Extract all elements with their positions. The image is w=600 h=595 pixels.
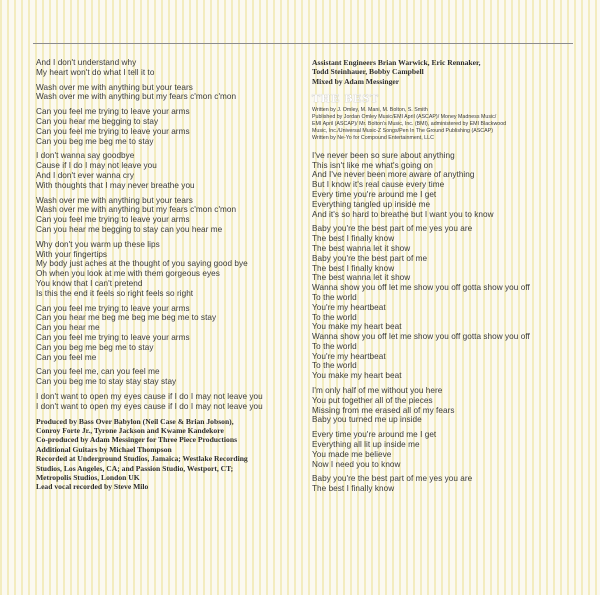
lyric-stanza [312, 151, 580, 220]
lyric-stanza [36, 83, 298, 103]
lyric-line: Can you beg me to stay stay stay stay [36, 377, 177, 387]
lyric-line: Everything all lit up inside me [312, 440, 420, 450]
credit-line: Recorded at Underground Studios, Jamaica; Westlake Recording [36, 454, 248, 464]
lyric-stanza [312, 386, 580, 425]
lyric-line: To the world [312, 341, 357, 351]
lyric-line: To the world [312, 292, 357, 302]
right-column [312, 58, 580, 499]
left-lyrics [36, 58, 298, 412]
lyric-line: You make my heart beat [312, 322, 402, 332]
lyric-line: You make my heart beat [312, 371, 402, 381]
lyric-line: Can you feel me, can you feel me [36, 367, 160, 377]
lyric-stanza [36, 151, 298, 190]
lyric-line: Baby you're the best part of me yes you are [312, 474, 473, 484]
lyric-line: Baby you're the best part of me yes you are [312, 224, 473, 234]
lyric-line: You put together all of the pieces [312, 395, 433, 405]
lyric-stanza [312, 224, 580, 381]
lyric-line: Can you feel me trying to leave your arms [36, 303, 190, 313]
lyric-line: I don't wanna say goodbye [36, 151, 135, 161]
credit-line: Additional Guitars by Michael Thompson [36, 444, 172, 454]
lyric-stanza [312, 430, 580, 469]
lyric-line: My heart won't do what I tell it to [36, 67, 155, 77]
lyric-line: I don't want to open my eyes cause if I do I may not leave you [36, 391, 263, 401]
top-rule [33, 43, 573, 44]
lyric-line: I've never been so sure about anything [312, 150, 455, 160]
writer-credit-line: Written by J. Omley, M. Mani, M. Bolton, S. Smith [312, 107, 428, 114]
lyric-line: I'm only half of me without you here [312, 386, 443, 396]
lyric-line: This isn't like me what's going on [312, 160, 433, 170]
credit-line: Lead vocal recorded by Steve Milo [36, 482, 149, 492]
credit-line: Produced by Bass Over Babylon (Neil Case & Brian Jobson), [36, 416, 234, 426]
lyric-line: But I know it's real cause every time [312, 180, 445, 190]
lyric-stanza [36, 240, 298, 299]
lyric-line: Wanna show you off let me show you off gotta show you off [312, 332, 530, 342]
lyric-stanza [36, 367, 298, 387]
lyric-line: Can you beg me beg me to stay [36, 136, 154, 146]
writer-credit-line: Published by Jordan Omley Music/EMI April (ASCAP)/ Money Madness Music/ [312, 114, 497, 121]
lyric-line: Missing from me erased all of my fears [312, 405, 455, 415]
left-production-credits [36, 417, 298, 492]
writer-credit-line: EMI April (ASCAP)/ Mr. Bolton's Music, Inc. (BMI), administered by EMI Blackwood [312, 121, 507, 128]
lyric-line: Why don't you warm up these lips [36, 239, 160, 249]
writer-credit-line: Music, Inc./Universal Music-Z Songs/Pen In The Ground Publishing (ASCAP) [312, 127, 493, 134]
writer-credits [312, 107, 580, 142]
lyric-line: The best I finally know [312, 234, 395, 244]
lyric-line: The best wanna let it show [312, 243, 411, 253]
lyric-line: Can you hear me beg me beg me beg me to stay [36, 313, 217, 323]
lyric-line: My body just aches at the thought of you saying good bye [36, 259, 248, 269]
lyric-line: To the world [312, 361, 357, 371]
lyric-stanza [312, 474, 580, 494]
lyric-line: Oh when you look at me with them gorgeous eyes [36, 269, 220, 279]
lyric-line: Wash over me with anything but my fears c'mon c'mon [36, 205, 237, 215]
lyric-line: With your fingertips [36, 249, 108, 259]
lyric-line: Can you feel me trying to leave your arms [36, 215, 190, 225]
credit-line: Conroy Forte Jr., Tyrone Jackson and Kwame Kandekore [36, 425, 224, 435]
lyric-line: And I don't understand why [36, 58, 137, 67]
lyric-line: To the world [312, 312, 357, 322]
lyric-line: And it's so hard to breathe but I want you to know [312, 209, 494, 219]
lyric-line: Is this the end it feels so right feels so right [36, 288, 194, 298]
lyric-line: Everything tangled up inside me [312, 199, 431, 209]
lyric-line: Now I need you to know [312, 459, 401, 469]
lyric-stanza [36, 107, 298, 146]
lyric-line: Can you hear me begging to stay [36, 116, 159, 126]
left-column [36, 58, 298, 492]
lyric-line: Baby you're the best part of me [312, 253, 428, 263]
lyric-line: Can you beg me beg me to stay [36, 342, 154, 352]
credit-line: Metropolis Studios, London UK [36, 472, 140, 482]
lyric-line: I don't want to open my eyes cause if I do I may not leave you [36, 401, 263, 411]
lyric-line: You're my heartbeat [312, 351, 386, 361]
lyric-line: Can you feel me [36, 352, 97, 362]
lyric-line: Baby you turned me up inside [312, 415, 422, 425]
lyric-line: Can you feel me trying to leave your arms [36, 107, 190, 117]
lyric-line: Cause if I do I may not leave you [36, 161, 157, 171]
lyric-line: With thoughts that I may never breathe you [36, 180, 195, 190]
lyric-stanza [36, 58, 298, 78]
lyric-line: You know that I can't pretend [36, 278, 143, 288]
credit-line: Assistant Engineers Brian Warwick, Eric Rennaker, [312, 58, 481, 67]
lyric-line: Can you hear me [36, 323, 100, 333]
credit-line: Studios, Los Angeles, CA; and Passion Studio, Westport, CT; [36, 463, 234, 473]
lyric-stanza [36, 304, 298, 363]
lyric-line: Wanna show you off let me show you off gotta show you off [312, 283, 530, 293]
lyric-line: The best I finally know [312, 484, 395, 494]
lyric-line: The best I finally know [312, 263, 395, 273]
lyric-stanza [36, 196, 298, 235]
song-title: THE BEST [312, 91, 380, 106]
credit-line: Co-produced by Adam Messinger for Three Piece Productions [36, 435, 238, 445]
writer-credit-line: Written by Ne-Yo for Compound Entertainment, LLC [312, 134, 434, 141]
lyric-line: Wash over me with anything but my fears c'mon c'mon [36, 92, 237, 102]
lyric-line: The best wanna let it show [312, 273, 411, 283]
credit-line: Todd Steinhauer, Bobby Campbell [312, 67, 424, 77]
lyric-line: And I've never been more aware of anything [312, 170, 475, 180]
lyric-line: Can you feel me trying to leave your arms [36, 332, 190, 342]
credit-line: Mixed by Adam Messinger [312, 76, 400, 86]
lyric-line: You're my heartbeat [312, 302, 386, 312]
lyric-line: Every time you're around me I get [312, 430, 437, 440]
lyric-stanza [36, 392, 298, 412]
lyric-line: Wash over me with anything but your tears [36, 195, 193, 205]
right-lyrics [312, 151, 580, 494]
right-engineering-credits [312, 58, 580, 86]
lyric-line: Every time you're around me I get [312, 189, 437, 199]
lyric-line: Wash over me with anything but your tears [36, 82, 193, 92]
lyric-line: And I don't ever wanna cry [36, 170, 134, 180]
lyric-line: You made me believe [312, 449, 392, 459]
lyric-line: Can you feel me trying to leave your arms [36, 126, 190, 136]
lyric-line: Can you hear me begging to stay can you hear me [36, 224, 223, 234]
